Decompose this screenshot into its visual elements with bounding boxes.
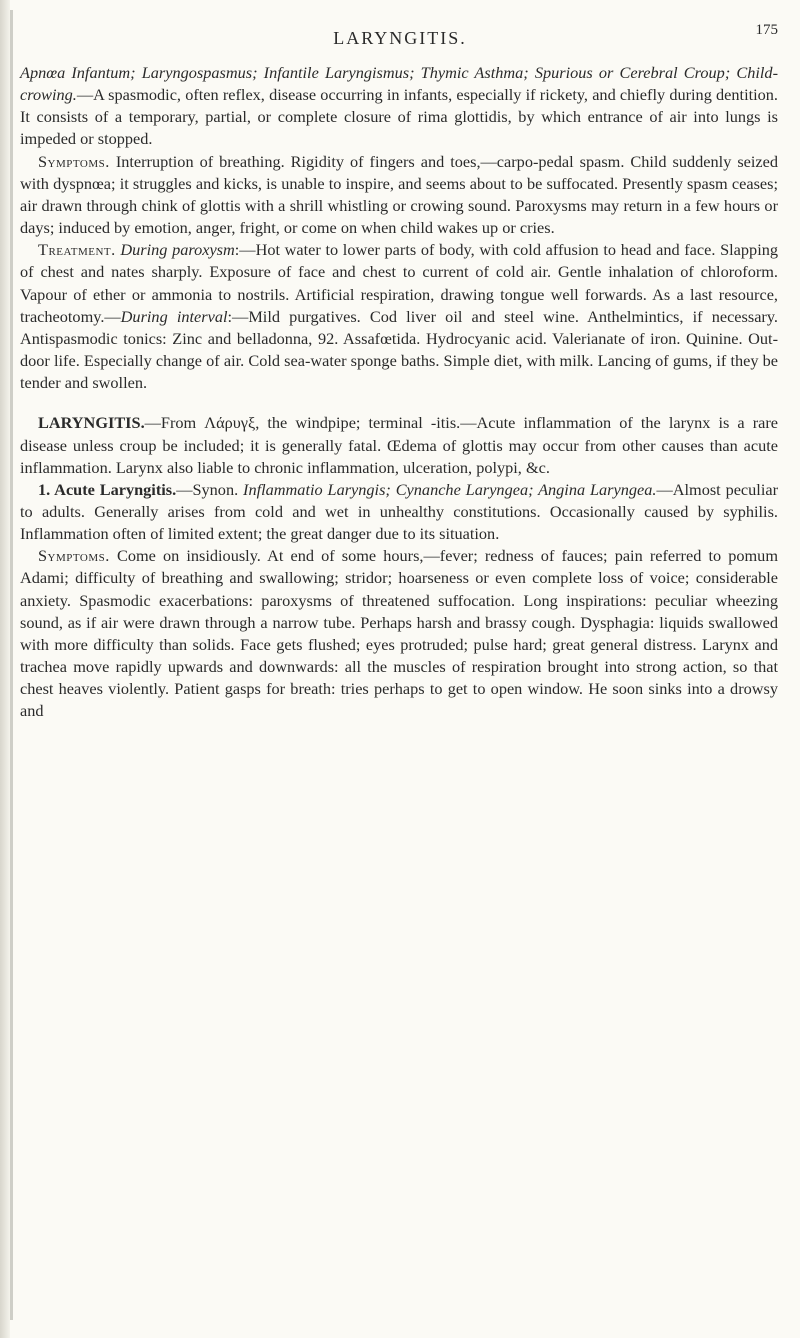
treatment-paroxysm-text: :—Hot water to lower parts of body, with cold affusion to head and face. Slapping of chest and nates sharply. Exposure of face and chest to current of cold air. Gentle inhalation of chloroform. Vapour of ether or ammonia to nostrils. Artificial respiration, drawing tongue well forwards. As a last resource, tracheotomy.— [20,240,778,326]
acute-laryngitis-text: —Almost peculiar to adults. Generally arises from cold and wet in unhealthy constitutions. Occasionally caused by syphilis. Inflammation often of limited extent; the great danger due to its situation. [20,479,778,544]
apnoea-title: Apnœa Infantum; Laryngospasmus; Infantile Laryngismus; Thymic Asthma; Spurious or Cerebral Croup; Child-crowing. [20,63,778,105]
page-header [0,22,800,52]
page-body [20,62,778,723]
apnoea-symptoms-paragraph [20,151,778,240]
treatment-interval-text: :—Mild purgatives. Cod liver oil and steel wine. Anthelmintics, if necessary. Antispasmodic tonics: Zinc and belladonna, 92. Assafœtida. Hydrocyanic acid. Valerianate of iron. Quinine. Out-door life. Especially change of air. Cold sea-water sponge baths. Simple diet, with milk. Lancing of gums, if they be tender and swollen. [20,306,779,393]
laryngitis-symptoms-paragraph [20,545,778,722]
laryngitis-heading: LARYNGITIS. [38,413,145,433]
page-left-edge [0,0,10,1338]
running-head: LARYNGITIS. [333,28,467,48]
apnoea-body: —A spasmodic, often reflex, disease occurring in infants, especially if rickety, and chiefly during dentition. It consists of a temporary, partial, or complete closure of rima glottidis, by which entrance of air into lungs is impeded or stopped. [20,85,778,149]
treatment-during-paroxysm-label: During paroxysm [120,240,235,260]
apnoea-treatment-label: Treatment. [38,240,116,260]
acute-laryngitis-heading: 1. Acute Laryngitis. [38,479,177,499]
acute-synon-label: —Synon. [176,479,239,499]
acute-synonyms: Inflammatio Laryngis; Cynanche Laryngea; Angina Laryngea. [243,479,657,499]
apnoea-symptoms-label: Symptoms. [38,151,110,171]
binding-gutter [10,10,13,1320]
laryngitis-intro: —From Λάρυγξ, the windpipe; terminal -itis.—Acute inflammation of the larynx is a rare disease unless croup be included; it is generally fatal. Œdema of glottis may occur from other causes than acute inflammation. Larynx also liable to chronic inflammation, ulceration, polypi, &c. [20,413,778,477]
laryngitis-symptoms-text: Come on insidiously. At end of some hours,—fever; redness of fauces; pain referred to pomum Adami; difficulty of breathing and swallowing; stridor; hoarseness or even complete loss of voice; considerable anxiety. Spasmodic exacerbations: paroxysms of threatened suffocation. Long inspirations: peculiar wheezing sound, as if air were drawn through a narrow tube. Perhaps harsh and brassy cough. Dysphagia: liquids swallowed with more difficulty than solids. Face gets flushed; eyes protruded; pulse hard; great general distress. Larynx and trachea move rapidly upwards and downwards: all the muscles of respiration brought into strong action, so that chest heaves violently. Patient gasps for breath: tries perhaps to get to open window. He soon sinks into a drowsy and [20,546,778,721]
apnoea-symptoms-text: Interruption of breathing. Rigidity of fingers and toes,—carpo-pedal spasm. Child suddenly seized with dyspnœa; it struggles and kicks, is unable to inspire, and seems about to be suffocated. Presently spasm ceases; air drawn through chink of glottis with a shrill whistling or crowing sound. Paroxysms may return in a few hours or days; induced by emotion, anger, fright, or come on when child wakes up or cries. [20,151,778,238]
acute-laryngitis-paragraph [20,479,778,545]
laryngitis-intro-paragraph [20,412,778,478]
laryngitis-symptoms-label: Symptoms. [38,546,110,566]
treatment-during-interval-label: During interval [120,306,228,326]
apnoea-treatment-paragraph [20,239,778,394]
apnoea-paragraph [20,62,778,151]
page-number: 175 [755,22,778,38]
